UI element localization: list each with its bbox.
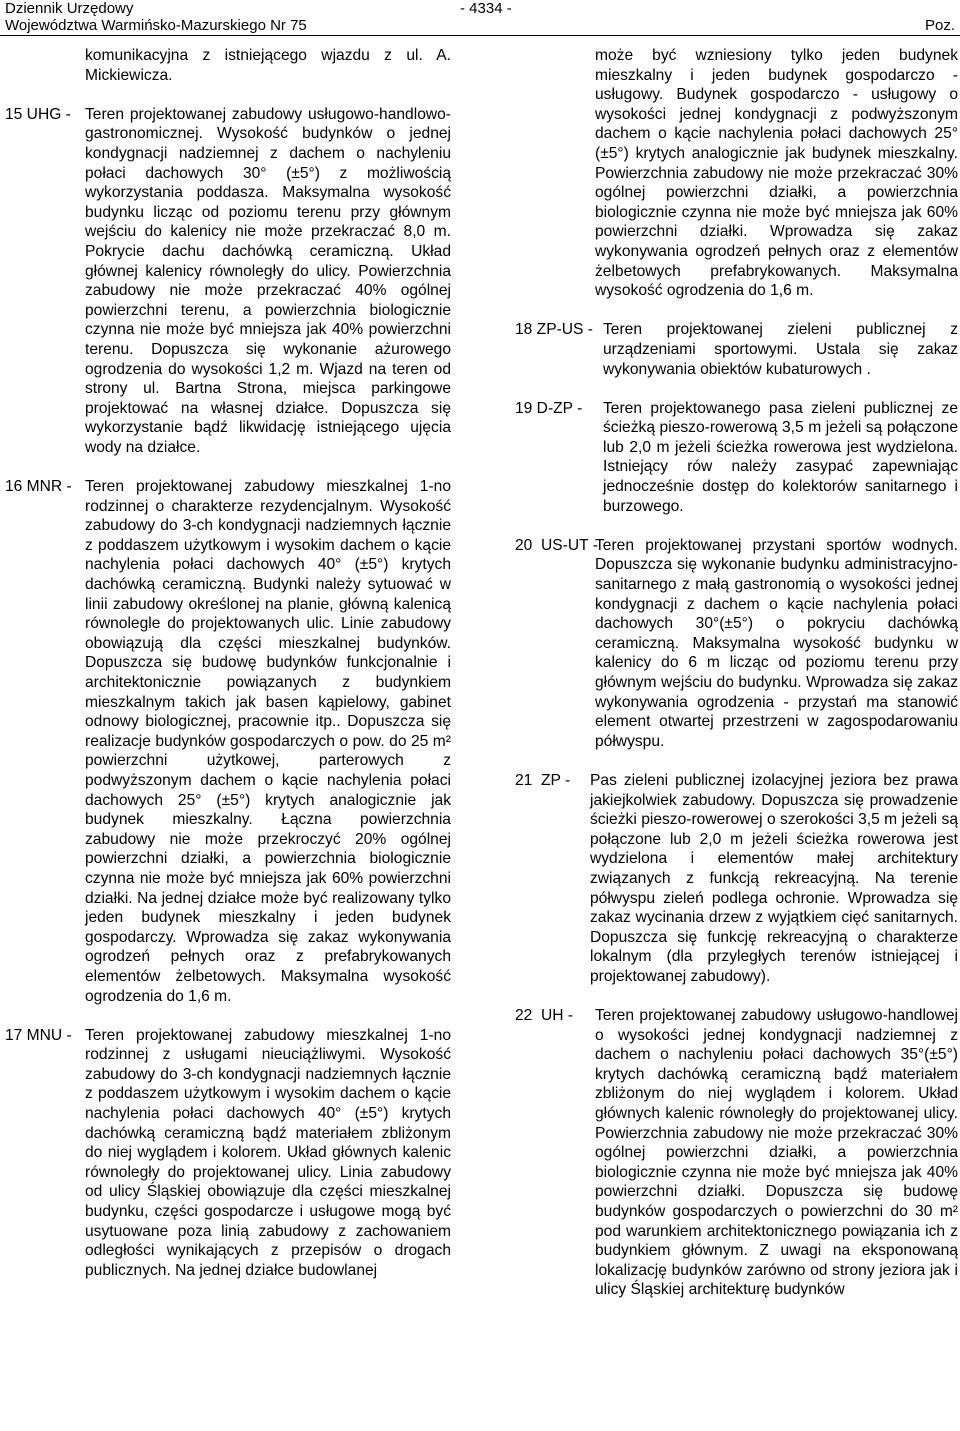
zone-text: Teren projektowanej zabudowy usługowo-handlowo-gastronomicznej. Wysokość budynków o jednej kondygnacji nadziemnej z dachem o nachyleniu połaci dachowych 30° (±5°) z możliwością wykorzystania poddasza. Maksymalna wysokość budynku licząc od poziomu terenu przy głównym wejściu do kalenicy nie może przekraczać 8,0 m. Pokrycie dachu dachówką ceramiczną. Układ głównej kalenicy równoległy do ulicy. Powierzchnia zabudowy nie może przekraczać 40% ogólnej powierzchni terenu, a powierzchnia biologicznie czynna nie może być mniejsza jak 40% powierzchni terenu. Dopuszcza się wykonanie ażurowego ogrodzenia do wysokości 1,2 m. Wjazd na teren od strony ul. Bartna Strona, miejsca parkingowe projektować na własnej działce. Dopuszcza się wykorzystanie bądź likwidację istniejącego ujęcia wody na działce.	[85, 105, 451, 456]
zone-item: 16 MNR - Teren projektowanej zabudowy mieszkalnej 1-no rodzinnej o charakterze rezydencjalnym. Wysokość zabudowy do 3-ch kondygnacji nadziemnych łącznie z poddaszem użytkowym i wysokim dachem o kącie nachylenia połaci dachowych 40° (±5°) krytych dachówką ceramiczną. Budynki należy sytuować w linii zabudowy określonej na planie, główną kalenicą równolegle do projektowanych ulic. Linie zabudowy obowiązują dla części mieszkalnej budynków. Dopuszcza się budowę budynków funkcjonalnie i architektonicznie powiązanych z budynkiem mieszkalnym takich jak basen kąpielowy, gabinet odnowy biologicznej, pracownie itp.. Dopuszcza się realizacje budynków gospodarczych o pow. do 25 m² powierzchni użytkowej, parterowych z podwyższonym dachem o kącie nachylenia połaci dachowych 25° (±5°) krytych analogicznie jak budynek mieszkalny. Łączna powierzchnia zabudowy nie może przekroczyć 20% ogólnej powierzchni działki, a powierzchnia biologicznie czynna nie może być mniejsza jak 60% powierzchni działki. Na jednej działce może być realizowany tylko jeden budynek mieszkalny i jeden budynek gospodarczy. Wprowadza się zakaz wykonywania ogrodzeń pełnych oraz z prefabrykowanych elementów żelbetowych. Maksymalna wysokość ogrodzenia do 1,6 m.	[5, 478, 451, 1005]
zone-item: 19 D-ZP - Teren projektowanego pasa zieleni publicznej ze ścieżką pieszo-rowerową 3,5 m jeżeli są połączone lub 2,0 m jeżeli ścieżka rowerowa jest wydzielona. Istniejący rów należy zasypać zapewniając jednocześnie dostęp do kolektorów sanitarnego i burzowego.	[515, 399, 958, 515]
zone-item: 17 MNU - Teren projektowanej zabudowy mieszkalnej 1-no rodzinnej z usługami nieuciążliwymi. Wysokość zabudowy do 3-ch kondygnacji nadziemnych łącznie z poddaszem użytkowym i wysokim dachem o kącie nachylenia połaci dachowych 40° (±5°) krytych dachówką ceramiczną bądź materiałem zbliżonym do niej wyglądem i kolorem. Układ głównych kalenic równoległy do projektowanej ulicy. Linia zabudowy od ulicy Śląskiej obowiązuje dla części mieszkalnej budynku, części gospodarcze i usługowe mogą być usytuowane poza linią zabudowy z zachowaniem odległości wynikających z przepisów o drogach publicznych. Na jednej działce budowlanej	[5, 1026, 451, 1279]
zone-text: Pas zieleni publicznej izolacyjnej jeziora bez prawa jakiejkolwiek zabudowy. Dopuszcza się prowadzenie ścieżki pieszo-rowerowej o szerokości 3,5 m jeżeli są połączone lub 2,0 m jeżeli ścieżka rowerowa jest wydzielona i elementów małej architektury związanych z funkcją rekreacyjną. Na terenie półwyspu zieleń podlega ochronie. Wprowadza się zakaz wycinania drzew z wyjątkiem cięć sanitarnych. Dopuszcza się funkcję rekreacyjną o charakterze lokalnym (dla przyległych terenów istniejącej i projektowanej zabudowy).	[590, 771, 958, 985]
continuation-text: komunikacyjna z istniejącego wjazdu z ul. A. Mickiewicza.	[85, 47, 451, 84]
journal-title	[5, 0, 307, 34]
zone-item: 22 UH - Teren projektowanej zabudowy usługowo-handlowej o wysokości jednej kondygnacji nadziemnej z dachem o nachyleniu połaci dachowych 35°(±5°) krytych dachówką ceramiczną bądź materiałem zbliżonym do niej wyglądem i kolorem. Układ głównych kalenic równoległy do projektowanej ulicy. Powierzchnia zabudowy nie może przekraczać 30% ogólnej powierzchni działki, a powierzchnia biologicznie czynna nie może być mniejsza jak 40% powierzchni działki. Dopuszcza się budowę budynków gospodarczych o powierzchni do 30 m² pod warunkiem architektonicznego powiązania ich z budynkiem głównym. Z uwagi na eksponowaną lokalizację budynków zarówno od strony jeziora jak i ulicy Śląskiej architekturę budynków	[515, 1007, 958, 1299]
spacer	[5, 85, 451, 105]
zone-text: Teren projektowanej przystani sportów wodnych. Dopuszcza się wykonanie budynku administracyjno-sanitarnego z małą gastronomią o wysokości jednej kondygnacji z dachem o kącie nachylenia połaci dachowych 30°(±5°) o pokryciu dachówką ceramiczną. Maksymalna wysokość budynku w kalenicy do 6 m licząc od poziomu terenu przy głównym wejściu do budynku. Wprowadza się zakaz wykonywania ogrodzenia - przystań ma stanowić element otwartej przestrzeni w zagospodarowaniu półwyspu.	[595, 536, 958, 750]
right-column	[515, 46, 958, 1300]
spacer	[515, 987, 958, 1007]
page-number: - 4334 -	[460, 0, 512, 17]
zone-item: 20 US-UT - Teren projektowanej przystani sportów wodnych. Dopuszcza się wykonanie budynku administracyjno-sanitarnego z małą gastronomią o wysokości jednej kondygnacji z dachem o kącie nachylenia połaci dachowych 30°(±5°) o pokryciu dachówką ceramiczną. Maksymalna wysokość budynku w kalenicy do 6 m licząc od poziomu terenu przy głównym wejściu do budynku. Wprowadza się zakaz wykonywania ogrodzenia - przystań ma stanowić element otwartej przestrzeni w zagospodarowaniu półwyspu.	[515, 536, 958, 750]
zone-text: Teren projektowanej zabudowy mieszkalnej 1-no rodzinnej o charakterze rezydencjalnym. Wysokość zabudowy do 3-ch kondygnacji nadziemnych łącznie z poddaszem użytkowym i wysokim dachem o kącie nachylenia połaci dachowych 40° (±5°) krytych dachówką ceramiczną. Budynki należy sytuować w linii zabudowy określonej na planie, główną kalenicą równolegle do projektowanych ulic. Linie zabudowy obowiązują dla części mieszkalnej budynków. Dopuszcza się budowę budynków funkcjonalnie i architektonicznie powiązanych z budynkiem mieszkalnym takich jak basen kąpielowy, gabinet odnowy biologicznej, pracownie itp.. Dopuszcza się realizacje budynków gospodarczych o pow. do 25 m² powierzchni użytkowej, parterowych z podwyższonym dachem o kącie nachylenia połaci dachowych 25° (±5°) krytych analogicznie jak budynek mieszkalny. Łączna powierzchnia zabudowy nie może przekroczyć 20% ogólnej powierzchni działki, a powierzchnia biologicznie czynna nie może być mniejsza jak 60% powierzchni działki. Na jednej działce może być realizowany tylko jeden budynek mieszkalny i jeden budynek gospodarczy. Wprowadza się zakaz wykonywania ogrodzeń pełnych oraz z prefabrykowanych elementów żelbetowych. Maksymalna wysokość ogrodzenia do 1,6 m.	[85, 478, 451, 1005]
continuation-text: może być wzniesiony tylko jeden budynek mieszkalny i jeden budynek gospodarczo - usługowy. Budynek gospodarczo - usługowy o wysokości jednej kondygnacji z podwyższonym dachem o kącie nachylenia połaci dachowych 25° (±5°) krytych analogicznie jak budynek mieszkalny. Powierzchnia zabudowy nie może przekraczać 30% ogólnej powierzchni działki, a powierzchnia biologicznie czynna nie może być mniejsza jak 60% powierzchni działki. Wprowadza się zakaz wykonywania ogrodzeń pełnych oraz z elementów żelbetowych prefabrykowanych. Maksymalna wysokość ogrodzenia do 1,6 m.	[595, 47, 958, 300]
spacer	[515, 751, 958, 771]
zone-item: 18 ZP-US - Teren projektowanej zieleni publicznej z urządzeniami sportowymi. Ustala się zakaz wykonywania obiektów kubaturowych .	[515, 321, 958, 378]
zone-item: 15 UHG - Teren projektowanej zabudowy usługowo-handlowo-gastronomicznej. Wysokość budynków o jednej kondygnacji nadziemnej z dachem o nachyleniu połaci dachowych 30° (±5°) z możliwością wykorzystania poddasza. Maksymalna wysokość budynku licząc od poziomu terenu przy głównym wejściu do kalenicy nie może przekraczać 8,0 m. Pokrycie dachu dachówką ceramiczną. Układ głównej kalenicy równoległy do ulicy. Powierzchnia zabudowy nie może przekraczać 40% ogólnej powierzchni terenu, a powierzchnia biologicznie czynna nie może być mniejsza jak 40% powierzchni terenu. Dopuszcza się wykonanie ażurowego ogrodzenia do wysokości 1,2 m. Wjazd na teren od strony ul. Bartna Strona, miejsca parkingowe projektować na własnej działce. Dopuszcza się wykorzystanie bądź likwidację istniejącego ujęcia wody na działce.	[5, 105, 451, 456]
zone-text: Teren projektowanej zieleni publicznej z urządzeniami sportowymi. Ustala się zakaz wykonywania obiektów kubaturowych .	[603, 321, 958, 378]
page-header	[0, 0, 960, 36]
spacer	[5, 457, 451, 477]
spacer	[515, 379, 958, 399]
spacer	[515, 301, 958, 321]
journal-name: Dziennik Urzędowy	[5, 0, 134, 17]
spacer	[515, 516, 958, 536]
spacer	[5, 1006, 451, 1026]
left-column	[5, 46, 451, 1280]
position-label: Poz.	[924, 17, 955, 34]
zone-text: Teren projektowanego pasa zieleni publicznej ze ścieżką pieszo-rowerową 3,5 m jeżeli są połączone lub 2,0 m jeżeli ścieżka rowerowa jest wydzielona. Istniejący rów należy zasypać zapewniając jednocześnie dostęp do kolektorów sanitarnego i burzowego.	[603, 399, 958, 515]
province-name: Województwa Warmińsko-Mazurskiego Nr 75	[5, 17, 307, 34]
zone-text: Teren projektowanej zabudowy usługowo-handlowej o wysokości jednej kondygnacji nadziemnej z dachem o nachyleniu połaci dachowych 35°(±5°) krytych dachówką ceramiczną bądź materiałem zbliżonym do niej wyglądem i kolorem. Układ głównych kalenic równoległy do projektowanej ulicy. Powierzchnia zabudowy nie może przekraczać 30% ogólnej powierzchni działki, a powierzchnia biologicznie czynna nie może być mniejsza jak 40% powierzchni działki. Dopuszcza się budowę budynków gospodarczych o powierzchni do 30 m² pod warunkiem architektonicznego powiązania ich z budynkiem głównym. Z uwagi na eksponowaną lokalizację budynków zarówno od strony jeziora jak i ulicy Śląskiej architekturę budynków	[595, 1007, 958, 1299]
zone-item: 21 ZP - Pas zieleni publicznej izolacyjnej jeziora bez prawa jakiejkolwiek zabudowy. Dopuszcza się prowadzenie ścieżki pieszo-rowerowej o szerokości 3,5 m jeżeli są połączone lub 2,0 m jeżeli ścieżka rowerowa jest wydzielona i elementów małej architektury związanych z funkcją rekreacyjną. Na terenie półwyspu zieleń podlega ochronie. Wprowadza się zakaz wycinania drzew z wyjątkiem cięć sanitarnych. Dopuszcza się funkcję rekreacyjną o charakterze lokalnym (dla przyległych terenów istniejącej i projektowanej zabudowy).	[515, 771, 958, 985]
header-rule	[0, 35, 960, 36]
zone-text: Teren projektowanej zabudowy mieszkalnej 1-no rodzinnej z usługami nieuciążliwymi. Wysokość zabudowy do 3-ch kondygnacji nadziemnych łącznie z poddaszem użytkowym i wysokim dachem o kącie nachylenia połaci dachowych 40° (±5°) krytych dachówką ceramiczną bądź materiałem zbliżonym do niej wyglądem i kolorem. Układ głównych kalenic równoległy do projektowanej ulicy. Linia zabudowy od ulicy Śląskiej obowiązuje dla części mieszkalnej budynku, części gospodarcze i usługowe mogą być usytuowane poza linią zabudowy z zachowaniem odległości wynikających z przepisów o drogach publicznych. Na jednej działce budowlanej	[85, 1026, 451, 1279]
